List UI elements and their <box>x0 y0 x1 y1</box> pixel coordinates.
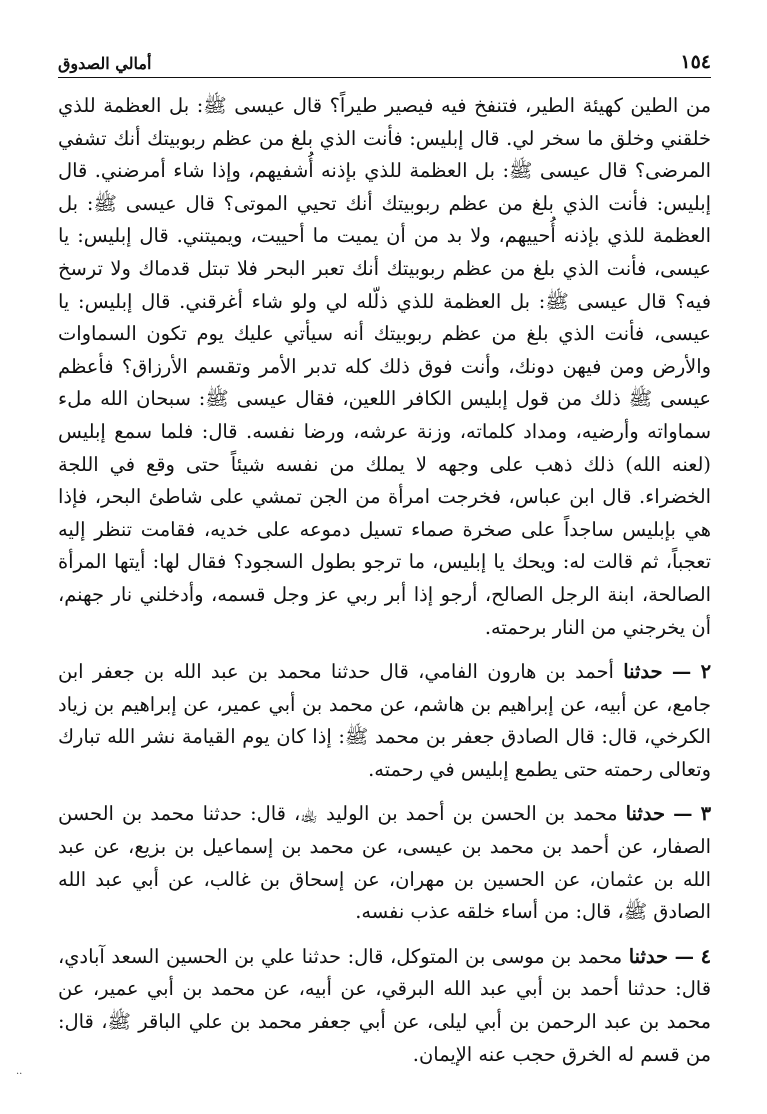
dash: — <box>674 944 694 968</box>
hadith-lead: حدثنا <box>628 944 669 968</box>
paragraph-1 <box>58 90 711 644</box>
hadith-3 <box>58 798 711 928</box>
hadith-text: محمد بن الحسن بن أحمد بن الوليد ﵀، قال: حدثنا محمد بن الحسن الصفار، عن أحمد بن محمد بن عيسى، عن محمد بن إسماعيل بن بزيع، عن عبد الله بن عثمان، عن الحسين بن مهران، عن إسحاق بن غالب، عن أبي عبد الله الصادق ﷺ، قال: من أساء خلقه عذب نفسه. <box>58 802 711 924</box>
page-header <box>58 44 711 78</box>
dash: — <box>671 660 692 684</box>
hadith-lead: حدثنا <box>625 802 665 826</box>
paragraph-text: من الطين كهيئة الطير، فتنفخ فيه فيصير طيراً؟ قال عيسى ﷺ: بل العظمة للذي خلقني وخلق ما سخر لي. قال إبليس: فأنت الذي بلغ من عظم ربوبيتك أنك تشفي المرضى؟ قال عيسى ﷺ: بل العظمة للذي بإذنه أُشفيهم، وإذا شاء أمرضني. قال إبليس: فأنت الذي بلغ من عظم ربوبيتك أنك تحيي الموتى؟ قال عيسى ﷺ: بل العظمة للذي بإذنه أُحييهم، ولا بد من أن يميت ما أحييت، ويميتني. قال إبليس: يا عيسى، فأنت الذي بلغ من عظم ربوبيتك أنك تعبر البحر فلا تبتل قدماك ولا ترسخ فيه؟ قال عيسى ﷺ: بل العظمة للذي ذلّله لي ولو شاء أغرقني. قال إبليس: يا عيسى، فأنت الذي بلغ من عظم ربوبيتك أنه سيأتي عليك يوم تكون السماوات والأرض ومن فيهن دونك، وأنت فوق ذلك كله تدبر الأمر وتقسم الأرزاق؟ فأعظم عيسى ﷺ ذلك من قول إبليس الكافر اللعين، فقال عيسى ﷺ: سبحان الله ملء سماواته وأرضيه، ومداد كلماته، وزنة عرشه، ورضا نفسه. قال: فلما سمع إبليس (لعنه الله) ذلك ذهب على وجهه لا يملك من نفسه شيئاً حتى وقع في اللجة الخضراء. قال ابن عباس، فخرجت امرأة من الجن تمشي على شاطئ البحر، فإذا هي بإبليس ساجداً على صخرة صماء تسيل دموعه على خديه، فقامت تنظر إليه تعجباً، ثم قالت له: ويحك يا إبليس، ما ترجو بطول السجود؟ فقال لها: أيتها المرأة الصالحة، ابنة الرجل الصالح، أرجو إذا أبر ربي عز وجل قسمه، وأدخلني نار جهنم، أن يخرجني من النار برحمته. <box>58 94 711 639</box>
hadith-text: أحمد بن هارون الفامي، قال حدثنا محمد بن عبد الله بن جعفر ابن جامع، عن أبيه، عن إبراهيم بن هاشم، عن محمد بن أبي عمير، عن إبراهيم بن زياد الكرخي، قال: قال الصادق جعفر بن محمد ﷺ: إذا كان يوم القيامة نشر الله تبارك وتعالى رحمته حتى يطمع إبليس في رحمته. <box>58 660 711 781</box>
hadith-number: ٣ <box>700 802 711 826</box>
running-title: أمالي الصدوق <box>58 54 152 73</box>
page-number: ١٥٤ <box>680 51 711 73</box>
hadith-2 <box>58 656 711 786</box>
hadith-4 <box>58 941 711 1071</box>
hadith-lead: حدثنا <box>623 660 663 684</box>
corner-mark: .. <box>16 1066 23 1077</box>
hadith-number: ٤ <box>700 944 711 968</box>
hadith-number: ٢ <box>700 660 712 684</box>
page-body <box>58 90 711 1071</box>
hadith-text: محمد بن موسى بن المتوكل، قال: حدثنا علي بن الحسين السعد آبادي، قال: حدثنا أحمد بن أبي عبد الله البرقي، عن أبيه، عن محمد بن أبي عمير، عن محمد بن عبد الرحمن بن أبي ليلى، عن أبي جعفر محمد بن علي الباقر ﷺ، قال: من قسم له الخرق حجب عنه الإيمان. <box>58 944 711 1066</box>
dash: — <box>673 802 693 826</box>
